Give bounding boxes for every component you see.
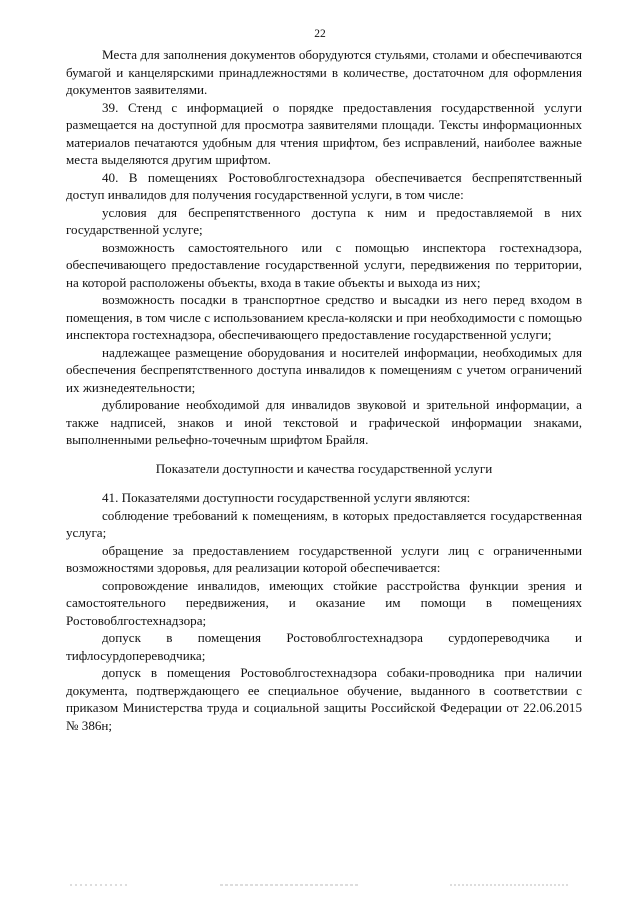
- paragraph: обращение за предоставлением государственной услуги лиц с ограниченными возможностями здоровья, для реализации которой обеспечивается:: [66, 542, 582, 575]
- paragraph: допуск в помещения Ростовоблгостехнадзора сурдопереводчика и тифлосурдопереводчика;: [66, 630, 582, 663]
- paragraph: сопровождение инвалидов, имеющих стойкие расстройства функции зрения и самостоятельного передвижения, и оказание им помощи в помещениях Ростовоблгостехнадзора;: [66, 577, 582, 628]
- paragraph: дублирование необходимой для инвалидов звуковой и зрительной информации, а также надписей, знаков и иной текстовой и графической информации знаками, выполненными рельефно-точечным шрифтом Брайля.: [66, 397, 582, 447]
- paragraph: надлежащее размещение оборудования и носителей информации, необходимых для обеспечения беспрепятственного доступа инвалидов к помещениям с учетом ограничений их жизнедеятельности;: [66, 344, 582, 395]
- paragraph: условия для беспрепятственного доступа к ним и предоставляемой в них государственной услуге;: [66, 204, 582, 237]
- paragraph: допуск в помещения Ростовоблгостехнадзора собаки-проводника при наличии документа, подтверждающего ее специальное обучение, выданного в соответствии с приказом Министерства труда и социальной защиты Российской Федерации от 22.06.2015 № 386н;: [66, 665, 582, 733]
- page-number: 22: [314, 28, 326, 40]
- paragraph: Места для заполнения документов оборудуются стульями, столами и обеспечиваются бумагой и канцелярскими принадлежностями в количестве, достаточном для оформления документов заявителями.: [66, 47, 582, 97]
- paragraph: 40. В помещениях Ростовоблгостехнадзора обеспечивается беспрепятственный доступ инвалидов для получения государственной услуги, в том числе:: [66, 169, 582, 202]
- paragraph: возможность посадки в транспортное средство и высадки из него перед входом в помещения, в том числе с использованием кресла-коляски и при необходимости с помощью инспектора гостехнадзора, обеспечивающего предоставление государственной услуги;: [66, 292, 582, 342]
- paragraph: возможность самостоятельного или с помощью инспектора гостехнадзора, обеспечивающего предоставление государственной услуги, передвижения по территории, на которой расположены объекты, входа в такие объекты и выхода из них;: [66, 239, 582, 290]
- section-heading: Показатели доступности и качества государственной услуги: [155, 460, 493, 476]
- scan-artifact-lines: [70, 884, 570, 886]
- paragraph: 39. Стенд с информацией о порядке предоставления государственной услуги размещается на доступной для просмотра заявителями площади. Тексты информационных материалов печатаются удобным для чтения шрифтом, без исправлений, наиболее важные места выделяются другим шрифтом.: [66, 99, 582, 167]
- paragraph: 41. Показателями доступности государственной услуги являются:: [102, 490, 471, 505]
- document-body: [66, 46, 582, 734]
- paragraph: соблюдение требований к помещениям, в которых предоставляется государственная услуга;: [66, 507, 582, 540]
